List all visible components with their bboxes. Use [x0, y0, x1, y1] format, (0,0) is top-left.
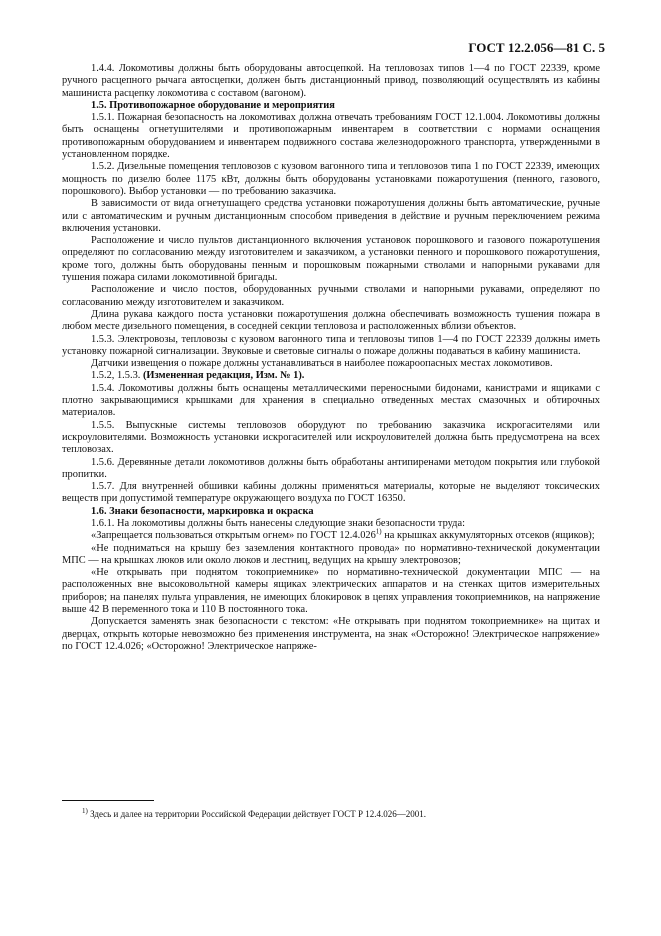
amendment-note — [62, 370, 600, 382]
paragraph: Расположение и число пультов дистанционного включения установок порошкового и газового пожаротушения определяют по согласованию между изготовителем и заказчиком, а установки пенного и порошкового пожаротушения, кроме того, должны быть оборудованы пенным и порошковым пожарными стволами и напорными рукавами для тушения пожара силами локомотивной бригады. — [62, 235, 600, 284]
paragraph-1-5-3: 1.5.3. Электровозы, тепловозы с кузовом вагонного типа и тепловозы типов 1—4 по ГОСТ 22339 должны иметь установку пожарной сигнализации. Звуковые и световые сигналы о пожаре должны подаваться в кабину машиниста. — [62, 333, 600, 357]
sign-tail: на крышках аккумуляторных отсеков (ящиков); — [381, 530, 595, 542]
footnote-mark: 1) — [82, 807, 88, 815]
amendment-ref: 1.5.2, 1.5.3. — [91, 370, 141, 382]
sign-item-open-fire — [62, 527, 600, 542]
section-heading-1-6: 1.6. Знаки безопасности, маркировка и окраска — [91, 505, 314, 517]
running-header: ГОСТ 12.2.056—81 С. 5 — [468, 40, 605, 55]
paragraph: Расположение и число постов, оборудованных ручными стволами и напорными рукавами, определяют по согласованию между изготовителем и заказчиком. — [62, 284, 600, 308]
paragraph-1-4-4: 1.4.4. Локомотивы должны быть оборудованы автосцепкой. На тепловозах типов 1—4 по ГОСТ 22339, кроме ручного расцепного рычага автосцепки, должен быть дистанционный привод, позволяющий осуществлять из кабины машиниста расцепку локомотива с составом (вагоном). — [62, 63, 600, 99]
paragraph-1-6-1: 1.6.1. На локомотивы должны быть нанесены следующие знаки безопасности труда: — [91, 517, 465, 529]
paragraph-1-5-4: 1.5.4. Локомотивы должны быть оснащены металлическими переносными бидонами, канистрами и ящиками с плотно закрывающимися крышками для хранения в специально отведенных местах смазочных и обтирочных материалов. — [62, 382, 600, 419]
paragraph-1-5-1: 1.5.1. Пожарная безопасность на локомотивах должна отвечать требованиям ГОСТ 12.1.004. Локомотивы должны быть оснащены огнетушителями и противопожарным инвентарем в соответствии с нормами оснащения противопожарным оборудованием и инвентарем подвижного состава железнодорожного транспорта, утвержденными в установленном порядке. — [62, 112, 600, 161]
document-body — [62, 63, 600, 653]
footnote — [82, 809, 602, 820]
sign-item-pantograph: «Не открывать при поднятом токоприемнике» по нормативно-технической документации МПС — на расположенных вне высоковольтной камеры ящиках электрических аппаратов и на стенках щитов измерительных приборов; на панелях пульта управления, не имеющих блокировок в цепях управления токоприемников, на напряжение выше 42 В переменного тока и 110 В постоянного тока. — [62, 567, 600, 616]
paragraph-1-5-6: 1.5.6. Деревянные детали локомотивов должны быть обработаны антипиренами методом покрытия или глубокой пропитки. — [62, 456, 600, 480]
paragraph: Допускается заменять знак безопасности с текстом: «Не открывать при поднятом токоприемнике» на щитах и дверцах, открыть которые невозможно без применения инструмента, на знак «Осторожно! Электрическое напряжение» по ГОСТ 12.4.026; «Осторожно! Электрическое напряже- — [62, 616, 600, 652]
footnote-ref: 1) — [375, 527, 382, 536]
paragraph: Длина рукава каждого поста установки пожаротушения должна обеспечивать возможность тушения пожара в любом месте дизельного помещения, в соседней секции тепловоза и расположенных вблизи объектов. — [62, 308, 600, 333]
footnote-text: Здесь и далее на территории Российской Федерации действует ГОСТ Р 12.4.026—2001. — [87, 809, 426, 819]
section-heading-1-5: 1.5. Противопожарное оборудование и мероприятия — [91, 99, 335, 111]
paragraph-1-5-2: 1.5.2. Дизельные помещения тепловозов с кузовом вагонного типа и тепловозов типа 1 по ГОСТ 22339, имеющих мощность по дизелю более 1175 кВт, должны быть оборудованы установками пожаротушения (пенного, газового, порошкового). Выбор установки — по требованию заказчика. — [62, 161, 600, 197]
paragraph-1-5-7: 1.5.7. Для внутренней обшивки кабины должны применяться материалы, которые не выделяют токсических веществ при допустимой температуре окружающего воздуха по ГОСТ 16350. — [62, 481, 600, 505]
amendment-label: (Измененная редакция, Изм. № 1). — [142, 370, 305, 382]
paragraph-1-5-5: 1.5.5. Выпускные системы тепловозов оборудуют по требованию заказчика искрогасителями или искроуловителями. Возможность установки искрогасителей или искроуловителей должна быть предусмотрена на всех тепловозах. — [62, 419, 600, 456]
sign-text: «Запрещается пользоваться открытым огнем» по ГОСТ 12.4.026 — [91, 530, 376, 542]
paragraph: В зависимости от вида огнетушащего средства установки пожаротушения должны быть автоматические, ручные или с автоматическим и ручным дистанционным способом приведения в действие и ручным переключением режима включения установки. — [62, 198, 600, 234]
paragraph: Датчики извещения о пожаре должны устанавливаться в наиболее пожароопасных местах локомотивов. — [91, 358, 553, 370]
footnote-divider — [62, 800, 154, 801]
sign-item-roof: «Не подниматься на крышу без заземления контактного провода» по нормативно-технической документации МПС — на крышках люков или около люков и лестниц, ведущих на крышу электровозов; — [62, 542, 600, 566]
